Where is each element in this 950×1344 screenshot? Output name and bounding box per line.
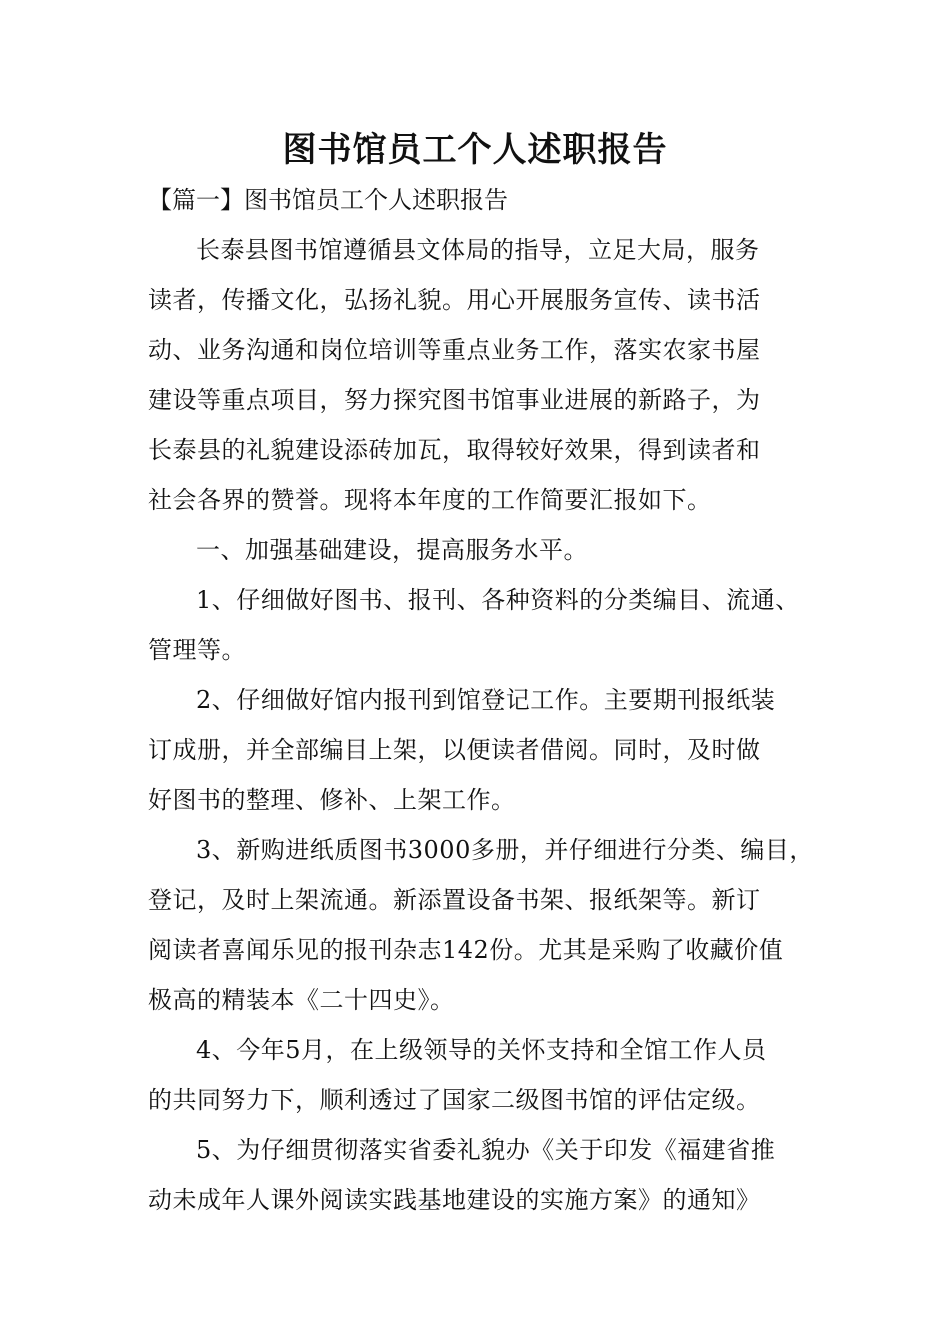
paragraph-line: 管理等。 — [148, 636, 246, 664]
paragraph-line: 登记，及时上架流通。新添置设备书架、报纸架等。新订 — [148, 886, 761, 914]
paragraph-line: 3、新购进纸质图书3000多册，并仔细进行分类、编目， — [196, 836, 814, 864]
paragraph-line: 4、今年5月，在上级领导的关怀支持和全馆工作人员 — [196, 1036, 767, 1064]
paragraph-line: 好图书的整理、修补、上架工作。 — [148, 786, 516, 814]
paragraph-line: 社会各界的赞誉。现将本年度的工作简要汇报如下。 — [148, 486, 712, 514]
paragraph-line: 动未成年人课外阅读实践基地建设的实施方案》的通知》 — [148, 1186, 761, 1214]
paragraph-line: 动、业务沟通和岗位培训等重点业务工作，落实农家书屋 — [148, 336, 761, 364]
paragraph-line: 阅读者喜闻乐见的报刊杂志142份。尤其是采购了收藏价值 — [148, 936, 784, 964]
paragraph-line: 建设等重点项目，努力探究图书馆事业进展的新路子，为 — [148, 386, 761, 414]
paragraph-line: 1、仔细做好图书、报刊、各种资料的分类编目、流通、 — [196, 586, 800, 614]
paragraph-line: 的共同努力下，顺利透过了国家二级图书馆的评估定级。 — [148, 1086, 761, 1114]
section-heading: 【篇一】图书馆员工个人述职报告 — [148, 186, 508, 214]
paragraph-line: 2、仔细做好馆内报刊到馆登记工作。主要期刊报纸装 — [196, 686, 776, 714]
document-title: 图书馆员工个人述职报告 — [282, 130, 668, 170]
paragraph-line: 订成册，并全部编目上架，以便读者借阅。同时，及时做 — [148, 736, 761, 764]
paragraph-line: 5、为仔细贯彻落实省委礼貌办《关于印发《福建省推 — [196, 1136, 776, 1164]
section-heading-line: 一、加强基础建设，提高服务水平。 — [196, 536, 588, 564]
paragraph-line: 长泰县的礼貌建设添砖加瓦，取得较好效果，得到读者和 — [148, 436, 761, 464]
paragraph-line: 极高的精装本《二十四史》。 — [148, 986, 455, 1014]
paragraph-line: 长泰县图书馆遵循县文体局的指导，立足大局，服务 — [196, 236, 760, 264]
paragraph-line: 读者，传播文化，弘扬礼貌。用心开展服务宣传、读书活 — [148, 286, 761, 314]
